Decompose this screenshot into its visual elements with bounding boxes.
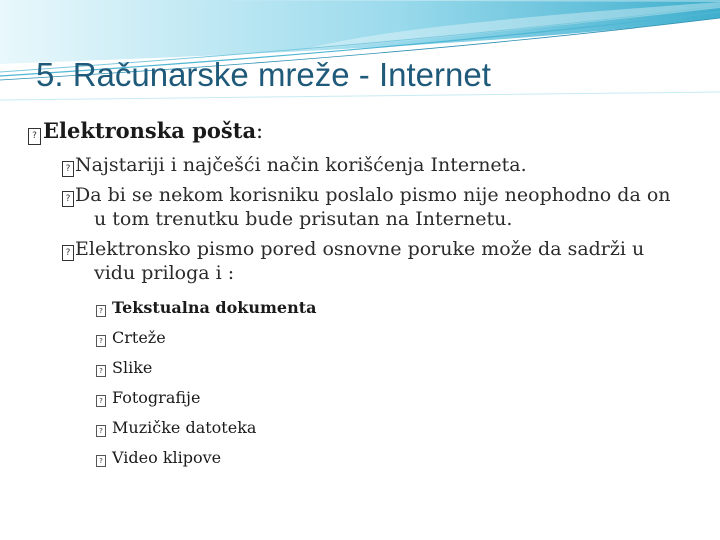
bullet-point-text: Da bi se nekom korisniku poslalo pismo nije neophodno da on u tom trenutku bude prisutan na Internetu. [75, 184, 671, 230]
missing-glyph-box-icon: ? [96, 425, 106, 437]
bullet-point [62, 183, 678, 231]
section-heading-suffix: : [256, 119, 264, 143]
attachment-list-item [96, 447, 678, 468]
attachment-list-item [96, 297, 678, 318]
attachment-list-item [96, 357, 678, 378]
missing-glyph-box-icon: ? [62, 161, 74, 177]
attachment-label: Crteže [112, 328, 166, 347]
attachment-label: Fotografije [112, 388, 201, 407]
bullet-point-text: Elektronsko pismo pored osnovne poruke može da sadrži u vidu priloga i : [75, 238, 645, 284]
missing-glyph-box-icon: ? [96, 335, 106, 347]
slide-content [28, 118, 678, 477]
missing-glyph-box-icon: ? [62, 191, 74, 207]
section-heading-label: Elektronska pošta [43, 118, 257, 143]
attachment-list-item [96, 387, 678, 408]
attachment-label: Video klipove [112, 448, 222, 467]
missing-glyph-box-icon: ? [62, 245, 74, 261]
missing-glyph-box-icon: ? [96, 395, 106, 407]
bullet-point [62, 153, 678, 177]
bullet-point [62, 237, 678, 285]
missing-glyph-box-icon: ? [28, 128, 41, 145]
attachment-label: Muzičke datoteka [112, 418, 257, 437]
missing-glyph-box-icon: ? [96, 305, 106, 317]
attachment-label: Tekstualna dokumenta [112, 298, 317, 317]
attachment-list-item [96, 327, 678, 348]
section-heading [28, 118, 678, 145]
attachment-label: Slike [112, 358, 153, 377]
bullet-point-text: Najstariji i najčešći način korišćenja Interneta. [75, 154, 527, 176]
missing-glyph-box-icon: ? [96, 455, 106, 467]
slide-title: 5. Računarske mreže - Internet [36, 56, 491, 93]
attachment-list-item [96, 417, 678, 438]
missing-glyph-box-icon: ? [96, 365, 106, 377]
